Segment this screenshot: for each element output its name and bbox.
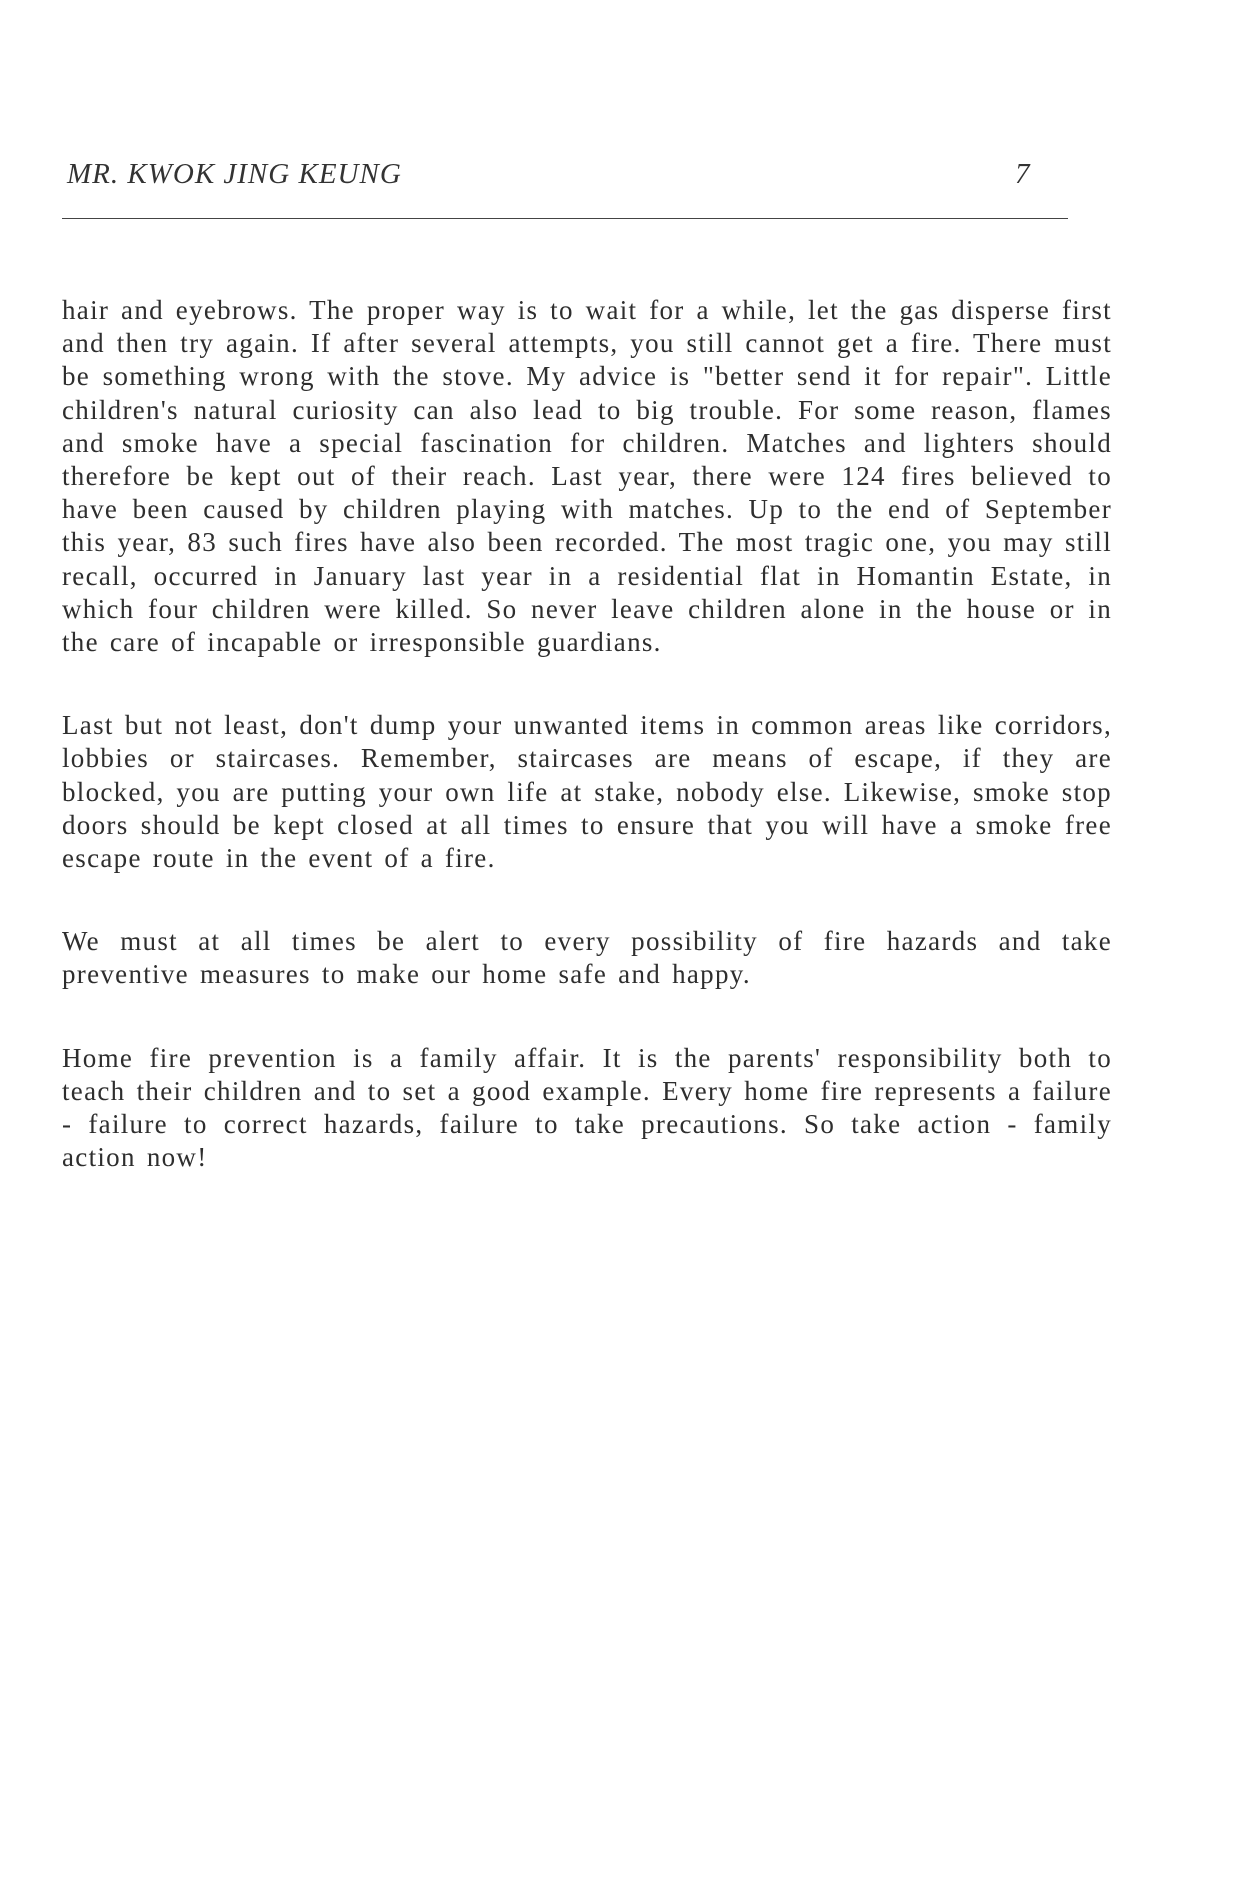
paragraph-3: We must at all times be alert to every possibility of fire hazards and take preventive measures to make our home safe and happy.: [62, 926, 1112, 990]
page-header: [67, 158, 1067, 198]
page-number: 7: [1015, 158, 1030, 190]
paragraph-1: hair and eyebrows. The proper way is to wait for a while, let the gas disperse first and then try again. If after several attempts, you still cannot get a fire. There must be something wrong with the stove. My advice is "better send it for repair". Little children's natural curiosity can also lead to big trouble. For some reason, flames and smoke have a special fascination for children. Matches and lighters should therefore be kept out of their reach. Last year, there were 124 fires believed to have been caused by children playing with matches. Up to the end of September this year, 83 such fires have also been recorded. The most tragic one, you may still recall, occurred in January last year in a residential flat in Homantin Estate, in which four children were killed. So never leave children alone in the house or in the care of incapable or irresponsible guardians.: [62, 295, 1112, 658]
paragraph-2: Last but not least, don't dump your unwanted items in common areas like corridors, lobbies or staircases. Remember, staircases are means of escape, if they are blocked, you are putting your own life at stake, nobody else. Likewise, smoke stop doors should be kept closed at all times to ensure that you will have a smoke free escape route in the event of a fire.: [62, 710, 1112, 874]
header-rule: [62, 218, 1068, 219]
running-head: MR. KWOK JING KEUNG: [67, 158, 402, 190]
paragraph-4: Home fire prevention is a family affair. It is the parents' responsibility both to teach their children and to set a good example. Every home fire represents a failure - failure to correct hazards, failure to take precautions. So take action - family action now!: [62, 1042, 1112, 1173]
body-text: [62, 294, 1112, 1174]
